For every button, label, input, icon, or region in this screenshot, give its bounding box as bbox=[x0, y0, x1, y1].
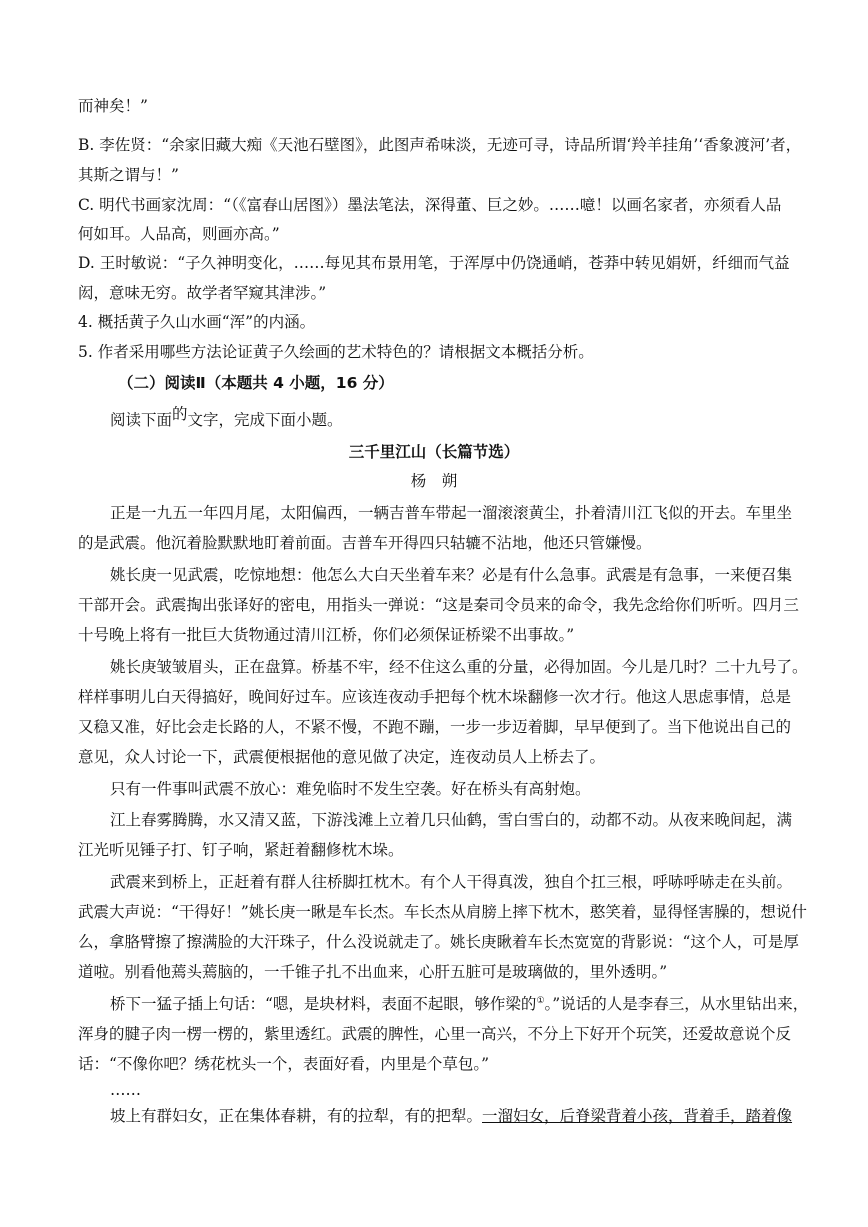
instruction-part: 阅读下面 bbox=[110, 411, 173, 429]
paragraph-line: 干部开会。武震掏出张译好的密电，用指头一弹说：“这是秦司令员来的命令，我先念给你们听听。四月三 bbox=[78, 596, 799, 614]
option-d-line: D. 王时敏说：“子久神明变化，……每见其布景用笔，于浑厚中仍饶通峭，苍莽中转见娟妍，纤细而气益 bbox=[78, 254, 790, 272]
text-line: 而神矣！” bbox=[78, 97, 148, 115]
paragraph-part: 坡上有群妇女，正在集体春耕，有的拉犁，有的把犁。 bbox=[110, 1107, 483, 1125]
paragraph-line: 只有一件事叫武震不放心：难免临时不发生空袭。好在桥头有高射炮。 bbox=[110, 780, 591, 798]
question-5: 5. 作者采用哪些方法论证黄子久绘画的艺术特色的？请根据文本概括分析。 bbox=[78, 343, 594, 361]
text-line: 何如耳。人品高，则画亦高。” bbox=[78, 225, 280, 243]
paragraph-part: 。”说话的人是李春三，从水里钻出来， bbox=[544, 995, 809, 1013]
paragraph-line: 江上春雾腾腾，水又清又蓝，下游浅滩上立着几只仙鹤，雪白雪白的，动都不动。从夜来晚间起，满 bbox=[110, 811, 793, 829]
paragraph-line: 道啦。别看他蔫头蔫脑的，一千锥子扎不出血来，心肝五脏可是玻璃做的，里外透明。” bbox=[78, 963, 668, 981]
paragraph-line: 话：“不像你吧？绣花枕头一个，表面好看，内里是个草包。” bbox=[78, 1055, 490, 1073]
text-line: 其斯之谓与！” bbox=[78, 166, 179, 184]
paragraph-line: 样样事明儿白天得搞好，晚间好过车。应该连夜动手把每个枕木垛翻修一次才行。他这人思虑事情，总是 bbox=[78, 688, 792, 706]
instruction-part: 的 bbox=[172, 405, 188, 423]
paragraph-line: 正是一九五一年四月尾，太阳偏西，一辆吉普车带起一溜滚滚黄尘，扑着清川江飞似的开去。车里坐 bbox=[110, 504, 793, 522]
instruction-part: 文字，完成下面小题。 bbox=[187, 411, 343, 429]
question-4: 4. 概括黄子久山水画“浑”的内涵。 bbox=[78, 313, 316, 331]
paragraph-line: 姚长庚一见武震，吃惊地想：他怎么大白天坐着车来？必是有什么急事。武震是有急事，一来便召集 bbox=[110, 566, 793, 584]
paragraph-line bbox=[110, 1106, 792, 1126]
option-c-line: C. 明代书画家沈周：“（《富春山居图》）墨法笔法，深得董、巨之妙。……噫！以画名家者，亦须看人品 bbox=[78, 196, 782, 214]
paragraph-line: 的是武震。他沉着脸默默地盯着前面。吉普车开得四只轱辘不沾地，他还只管嫌慢。 bbox=[78, 534, 652, 552]
section-heading: （二）阅读Ⅱ（本题共 4 小题，16 分） bbox=[118, 374, 394, 392]
instruction-line bbox=[110, 405, 343, 430]
article-author: 杨 朔 bbox=[410, 472, 458, 490]
article-title: 三千里江山（长篇节选） bbox=[348, 443, 520, 461]
paragraph-line: 姚长庚皱皱眉头，正在盘算。桥基不牢，经不住这么重的分量，必得加固。今儿是几时？二十九号了。 bbox=[110, 658, 808, 676]
paragraph-line: 么，拿胳臂擦了擦满脸的大汗珠子，什么没说就走了。姚长庚瞅着车长杰宽宽的背影说：“这个人，可是厚 bbox=[78, 933, 799, 951]
paragraph-line: 武震大声说：“干得好！”姚长庚一瞅是车长杰。车长杰从肩膀上摔下枕木，憨笑着，显得怪害臊的，想说什 bbox=[78, 903, 807, 921]
paragraph-line: 江光听见锤子打、钉子响，紧赶着翻修枕木垛。 bbox=[78, 841, 404, 859]
text-line: 闳，意味无穷。故学者罕窥其津涉。” bbox=[78, 284, 327, 302]
underlined-sentence: 一溜妇女，后脊梁背着小孩，背着手，踏着像 bbox=[482, 1107, 793, 1125]
paragraph-line bbox=[110, 994, 808, 1014]
paragraph-line: 十号晚上将有一批巨大货物通过清川江桥，你们必须保证桥梁不出事故。” bbox=[78, 626, 575, 644]
paragraph-part: 桥下一猛子插上句话：“嗯，是块材料，表面不起眼，够作梁的 bbox=[110, 995, 537, 1013]
paragraph-line: 意见，众人讨论一下，武震便根据他的意见做了决定，连夜动员人上桥去了。 bbox=[78, 748, 606, 766]
paragraph-line: 又稳又准，好比会走长路的人，不紧不慢，不跑不蹦，一步一步迈着脚，早早便到了。当下他说出自己的 bbox=[78, 718, 792, 736]
paragraph-line: 武震来到桥上，正赶着有群人往桥脚扛枕木。有个人干得真泼，独自个扛三根，呼哧呼哧走在头前。 bbox=[110, 873, 793, 891]
footnote-marker: ① bbox=[536, 995, 545, 1006]
ellipsis-line: …… bbox=[110, 1081, 141, 1099]
paragraph-line: 浑身的腱子肉一楞一楞的，紫里透红。武震的脾性，心里一高兴，不分上下好开个玩笑，还爱故意说个反 bbox=[78, 1025, 792, 1043]
option-b-line: B. 李佐贤：“余家旧藏大痴《天池石壁图》，此图声希味淡，无迹可寻，诗品所谓‘羚羊挂角’‘香象渡河’者， bbox=[78, 136, 802, 154]
